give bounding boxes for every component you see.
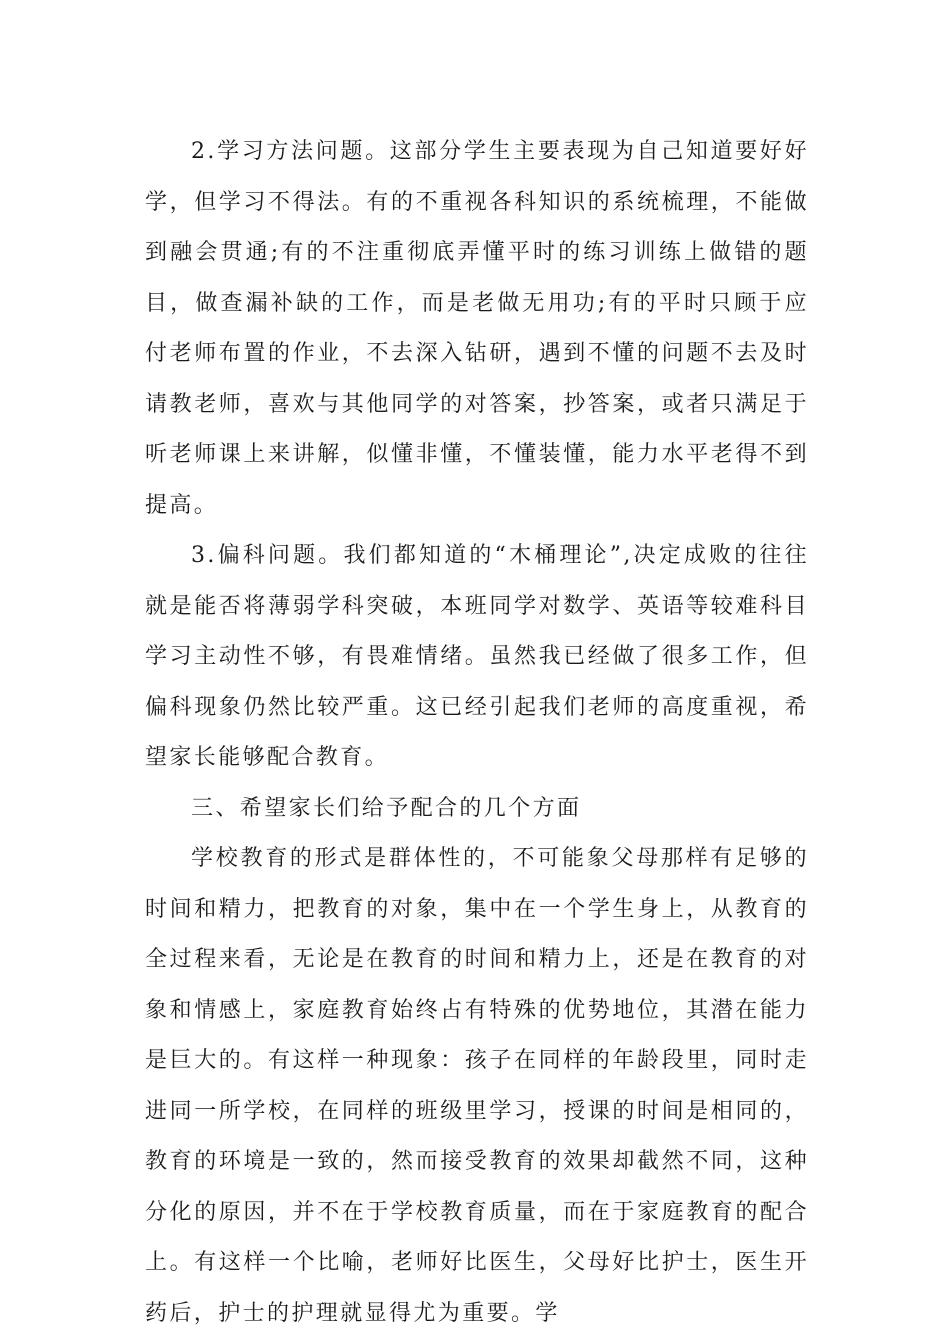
section-heading: 三、希望家长们给予配合的几个方面 bbox=[191, 795, 582, 821]
paragraph-family-education: 学校教育的形式是群体性的，不可能象父母那样有足够的时间和精力，把教育的对象，集中在一个学生身上，从教育的全过程来看，无论是在教育的时间和精力上，还是在教育的对象和情感上，家庭教育始终占有特殊的优势地位，其潜在能力是巨大的。有这样一种现象：孩子在同样的年龄段里，同时走进同一所学校，在同样的班级里学习，授课的时间是相同的，教育的环境是一致的，然而接受教育的效果却截然不同，这种分化的原因，并不在于学校教育质量，而在于家庭教育的配合上。有这样一个比喻，老师好比医生，父母好比护士，医生开药后，护士的护理就显得尤为重要。学 bbox=[145, 846, 809, 1326]
paragraph-subject-bias: 3.偏科问题。我们都知道的“木桶理论”,决定成败的往往就是能否将薄弱学科突破，本班同学对数学、英语等较难科目学习主动性不够，有畏难情绪。虽然我已经做了很多工作，但偏科现象仍然比较严重。这已经引起我们老师的高度重视，希望家长能够配合教育。 bbox=[145, 543, 809, 770]
paragraph-learning-method: 2.学习方法问题。这部分学生主要表现为自己知道要好好学，但学习不得法。有的不重视各科知识的系统梳理，不能做到融会贯通;有的不注重彻底弄懂平时的练习训练上做错的题目，做查漏补缺的工作，而是老做无用功;有的平时只顾于应付老师布置的作业，不去深入钻研，遇到不懂的问题不去及时请教老师，喜欢与其他同学的对答案，抄答案，或者只满足于听老师课上来讲解，似懂非懂，不懂装懂，能力水平老得不到提高。 bbox=[145, 139, 809, 518]
document-body bbox=[145, 127, 809, 1339]
